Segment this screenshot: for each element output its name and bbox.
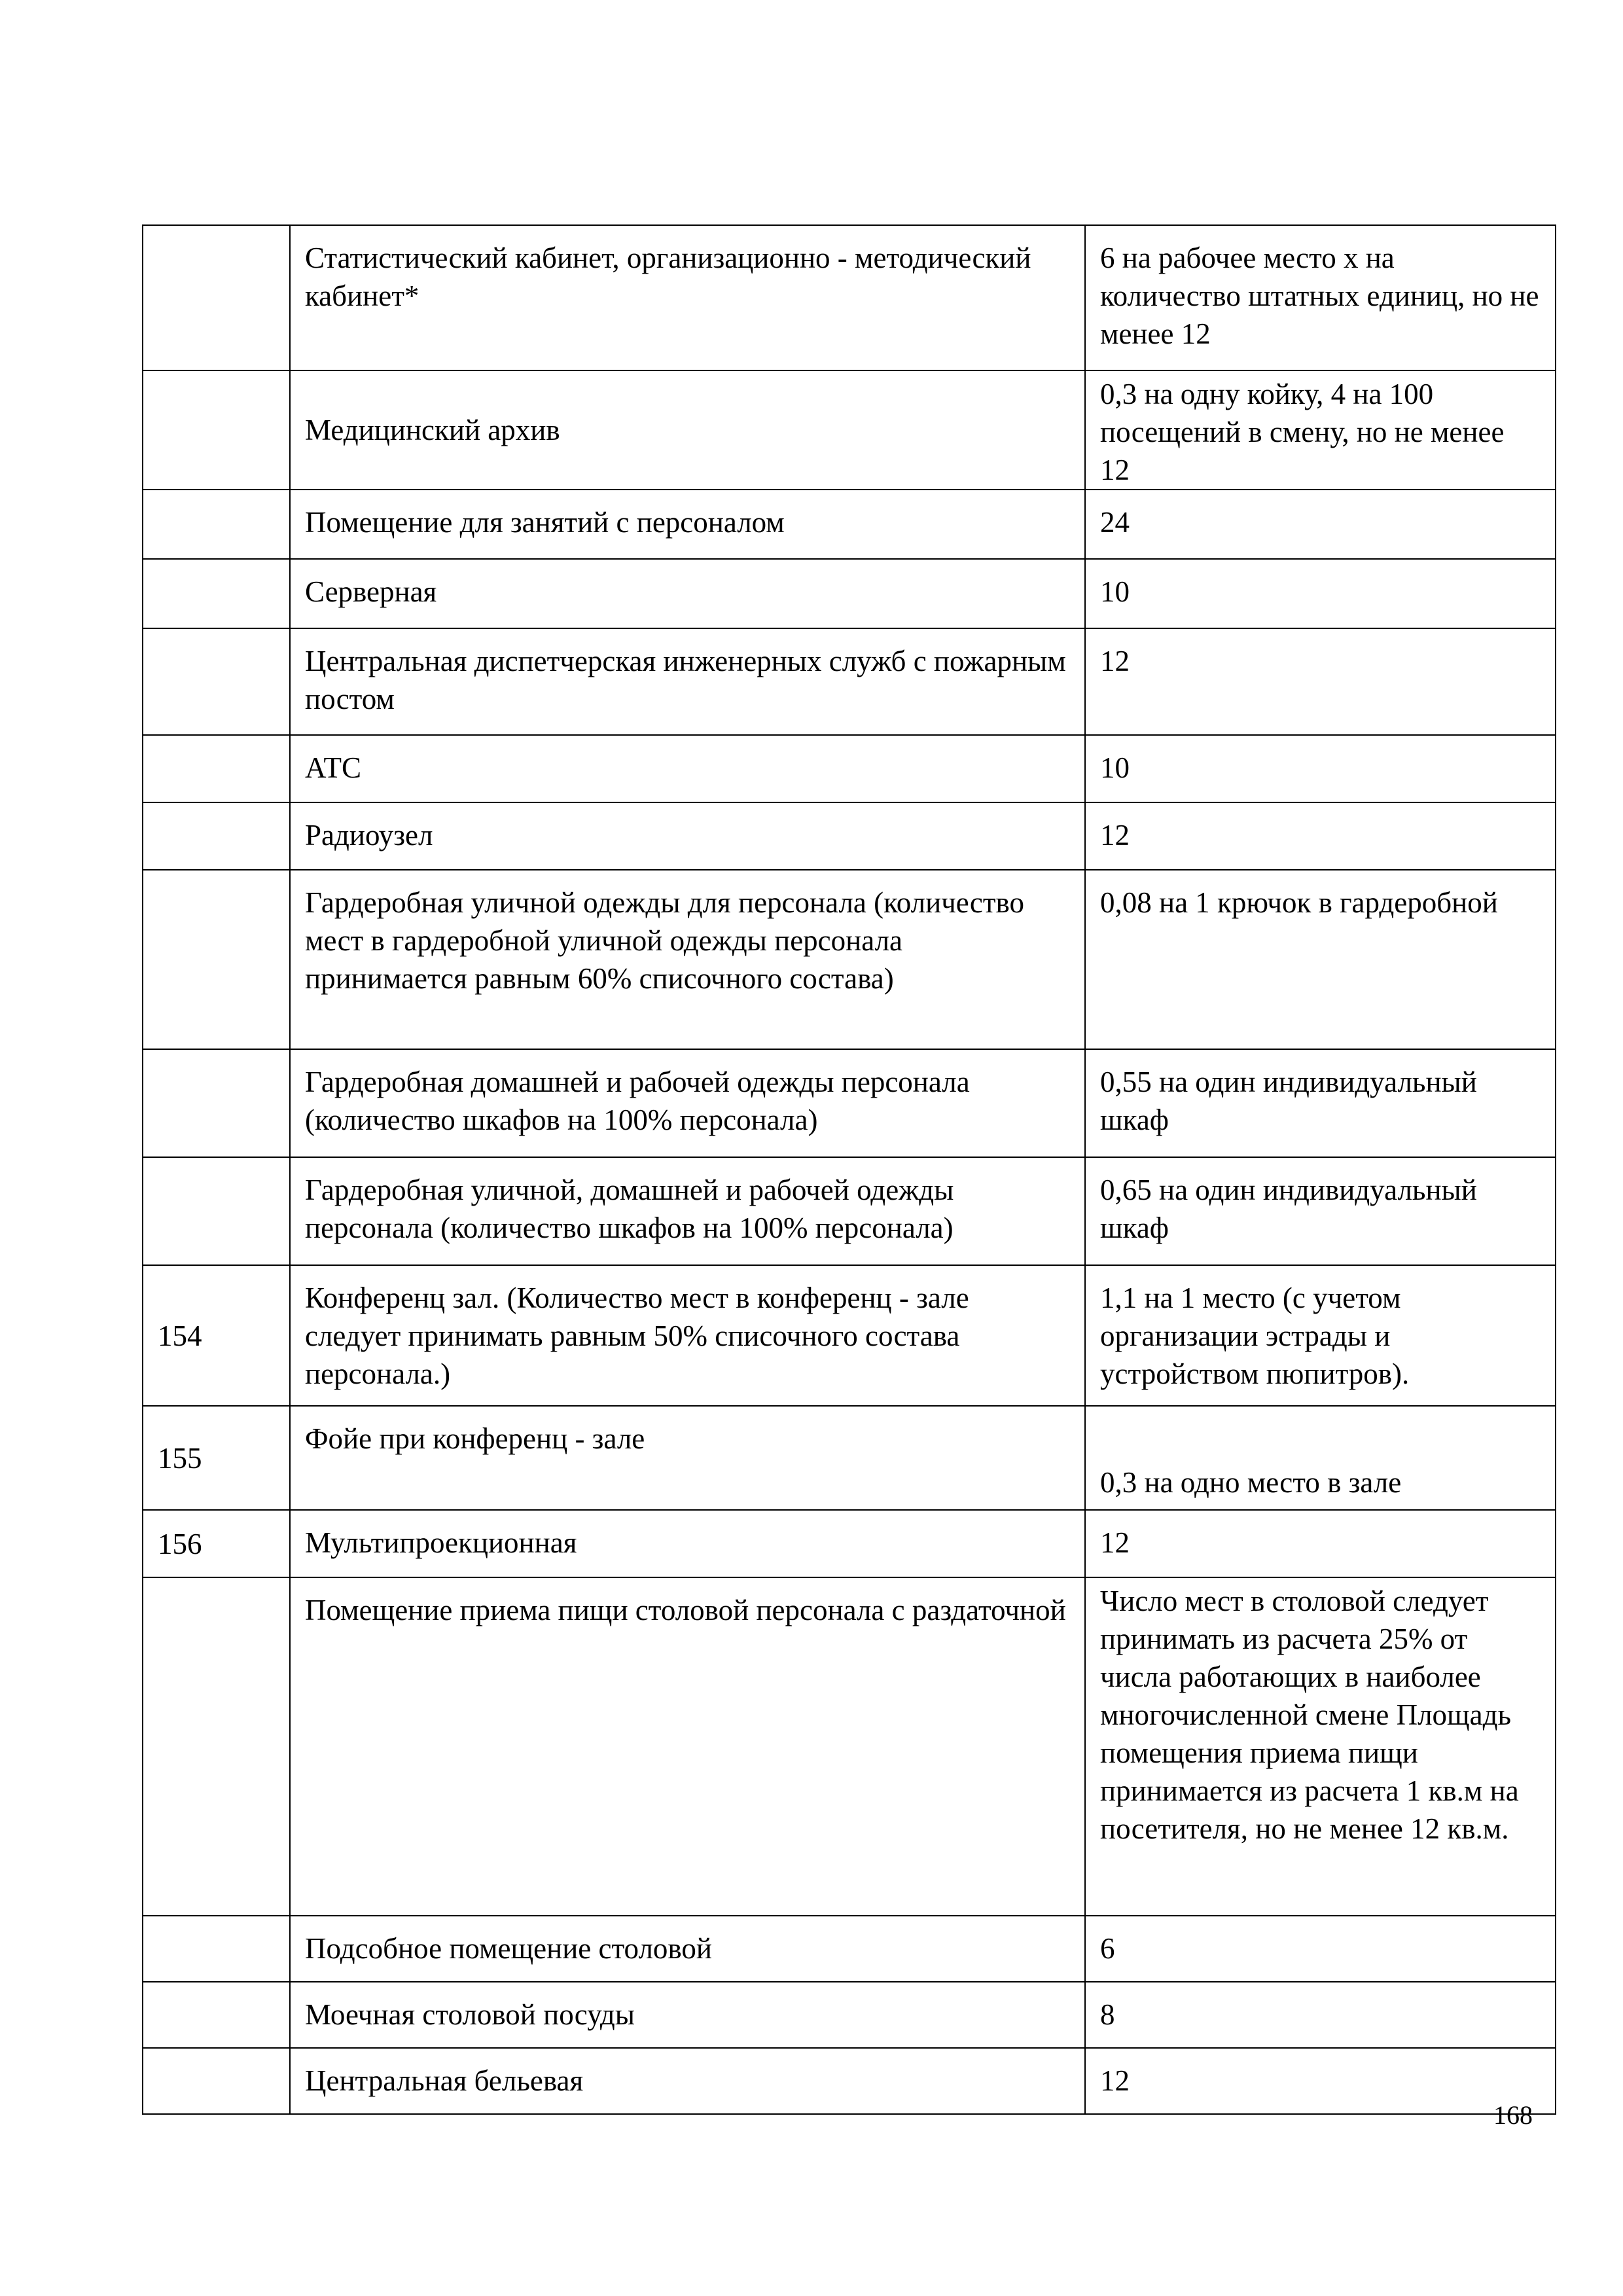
area-norm: 0,65 на один индивидуальный шкаф [1085,1157,1556,1265]
room-name: Гардеробная уличной одежды для персонала (количество мест в гардеробной уличной одежды персонала принимается равным 60% списочного состава) [290,870,1085,1049]
area-norm: 6 [1085,1916,1556,1982]
area-norm: 8 [1085,1982,1556,2048]
table-row [143,1510,1556,1577]
area-norm: 10 [1085,559,1556,628]
table-row [143,1265,1556,1406]
table-row [143,559,1556,628]
table-row [143,1157,1556,1265]
area-norm: 0,08 на 1 крючок в гардеробной [1085,870,1556,1049]
row-number [143,802,290,870]
row-number: 156 [143,1510,290,1577]
area-norm: Число мест в столовой следует принимать из расчета 25% от числа работающих в наиболее многочисленной смене Площадь помещения приема пищи принимается из расчета 1 кв.м на посетителя, но не менее 12 кв.м. [1085,1577,1556,1916]
row-number [143,1916,290,1982]
row-number [143,628,290,735]
row-number [143,559,290,628]
row-number: 155 [143,1406,290,1510]
row-number [143,1577,290,1916]
row-number [143,1982,290,2048]
room-name: Гардеробная уличной, домашней и рабочей одежды персонала (количество шкафов на 100% персонала) [290,1157,1085,1265]
area-norm: 1,1 на 1 место (с учетом организации эстрады и устройством пюпитров). [1085,1265,1556,1406]
room-name: Статистический кабинет, организационно - методический кабинет* [290,225,1085,370]
room-name: Помещение приема пищи столовой персонала с раздаточной [290,1577,1085,1916]
row-number [143,1049,290,1157]
room-name: Фойе при конференц - зале [290,1406,1085,1510]
area-norm: 12 [1085,802,1556,870]
row-number [143,2048,290,2114]
room-name: Центральная диспетчерская инженерных служб с пожарным постом [290,628,1085,735]
room-name: АТС [290,735,1085,802]
table-row [143,870,1556,1049]
table-row [143,802,1556,870]
row-number: 154 [143,1265,290,1406]
area-norm: 0,55 на один индивидуальный шкаф [1085,1049,1556,1157]
table-row [143,1406,1556,1510]
area-norm: 10 [1085,735,1556,802]
room-name: Подсобное помещение столовой [290,1916,1085,1982]
norms-table [142,224,1556,2115]
row-number [143,1157,290,1265]
table-row [143,370,1556,490]
area-norm: 0,3 на одно место в зале [1085,1406,1556,1510]
area-norm: 12 [1085,628,1556,735]
room-name: Радиоузел [290,802,1085,870]
room-name: Мультипроекционная [290,1510,1085,1577]
table-row [143,735,1556,802]
room-name: Помещение для занятий с персоналом [290,490,1085,559]
row-number [143,490,290,559]
table-row [143,490,1556,559]
room-name: Моечная столовой посуды [290,1982,1085,2048]
table-row [143,628,1556,735]
row-number [143,370,290,490]
table-row [143,225,1556,370]
area-norm: 12 [1085,2048,1556,2114]
room-name: Центральная бельевая [290,2048,1085,2114]
row-number [143,225,290,370]
area-norm: 0,3 на одну койку, 4 на 100 посещений в смену, но не менее 12 [1085,370,1556,490]
table-row [143,1916,1556,1982]
table-row [143,2048,1556,2114]
room-name: Серверная [290,559,1085,628]
row-number [143,735,290,802]
room-name: Гардеробная домашней и рабочей одежды персонала (количество шкафов на 100% персонала) [290,1049,1085,1157]
table-row [143,1049,1556,1157]
row-number [143,870,290,1049]
area-norm: 12 [1085,1510,1556,1577]
area-norm: 6 на рабочее место х на количество штатных единиц, но не менее 12 [1085,225,1556,370]
page-number: 168 [1493,2100,1533,2130]
room-name: Конференц зал. (Количество мест в конференц - зале следует принимать равным 50% списочного состава персонала.) [290,1265,1085,1406]
area-norm: 24 [1085,490,1556,559]
table-row [143,1982,1556,2048]
table-row [143,1577,1556,1916]
room-name: Медицинский архив [290,370,1085,490]
